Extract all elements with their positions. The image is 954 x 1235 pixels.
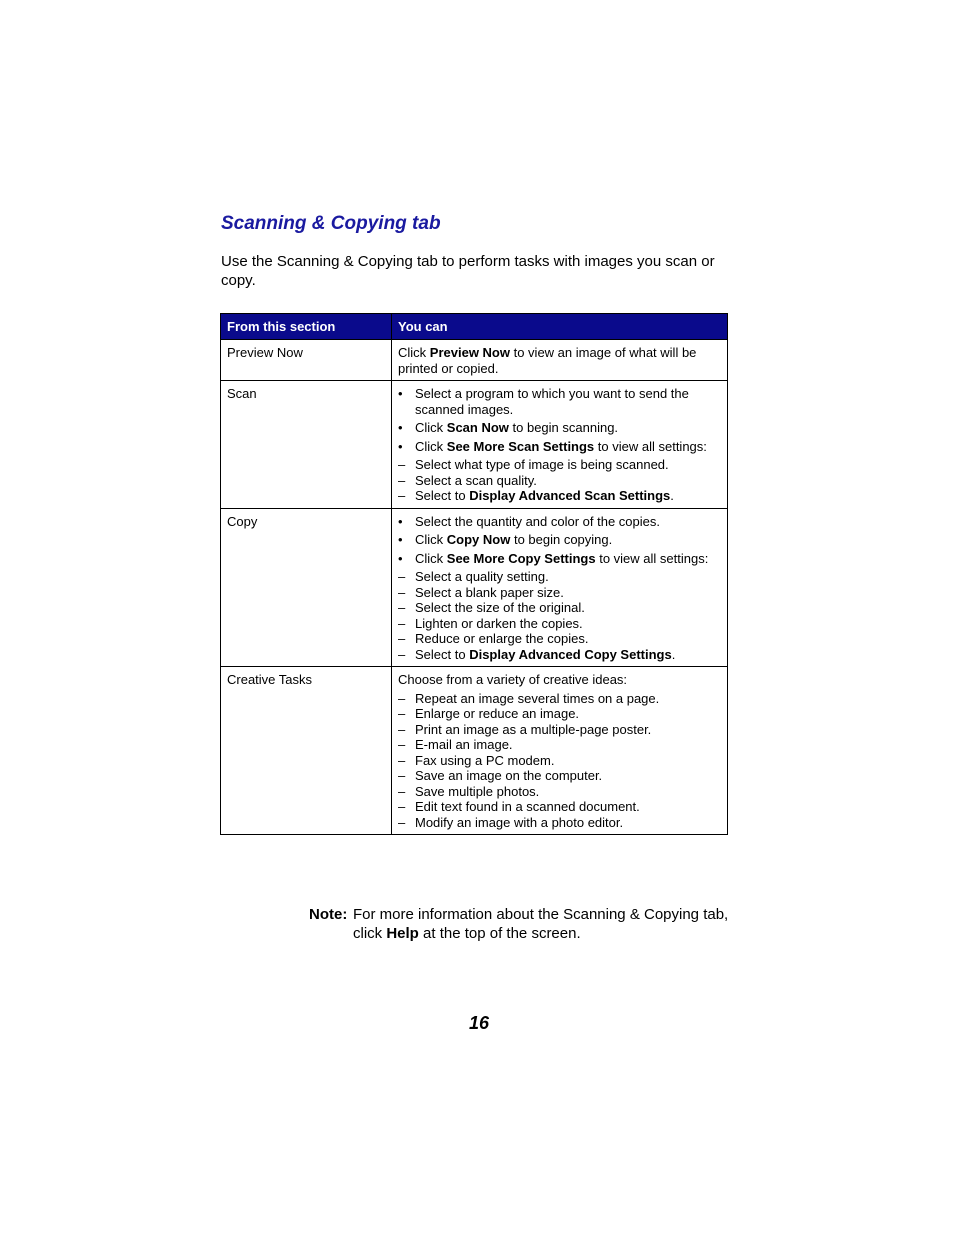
row-scan-desc [392,381,728,509]
bold-term: Display Advanced Scan Settings [469,488,671,503]
list-item: – Select the size of the original. [398,600,721,616]
list-item: – Modify an image with a photo editor. [398,815,721,831]
list-item: – Repeat an image several times on a page. [398,691,721,707]
list-item: • Click See More Scan Settings to view all settings: – Select what type of image is being scanned. – Select a scan quality. – Select to Display Advanced Scan Settings. [398,439,721,504]
creative-lead: Choose from a variety of creative ideas: [398,672,628,687]
list-item: • Click Copy Now to begin copying. [398,532,721,548]
section-heading: Scanning & Copying tab [221,213,441,234]
tasks-table [220,313,728,835]
list-item: – Select to Display Advanced Scan Settings. [398,488,721,504]
list-item: – Print an image as a multiple-page poster. [398,722,721,738]
bold-term: Scan Now [446,420,509,435]
list-item: – Select a blank paper size. [398,585,721,601]
table-row [221,340,728,381]
table-header-row [221,314,728,340]
list-item: – Select to Display Advanced Copy Settings. [398,647,721,663]
list-item: – E-mail an image. [398,737,721,753]
row-preview-now-desc [392,340,728,381]
bold-term: See More Scan Settings [446,438,595,454]
text: to view an image of what will be printed or copied. [398,345,697,376]
bullet-list [398,386,721,504]
note-label: Note: [309,906,348,923]
table-row [221,381,728,509]
table-row [221,667,728,835]
bullet-list [398,514,721,663]
intro-paragraph: Use the Scanning & Copying tab to perform tasks with images you scan or copy. [221,253,715,289]
sub-list [398,457,721,504]
table-row [221,508,728,667]
header-you-can: You can [392,314,728,340]
row-copy-desc [392,508,728,667]
list-item: – Lighten or darken the copies. [398,616,721,632]
list-item: – Select a scan quality. [398,473,721,489]
sub-list [398,569,721,662]
row-creative-section: Creative Tasks [221,667,392,835]
list-item: • Click Scan Now to begin scanning. [398,420,721,436]
list-item: – Reduce or enlarge the copies. [398,631,721,647]
list-item: • Select a program to which you want to send the scanned images. [398,386,721,417]
text: Click [398,345,430,360]
list-item: – Save an image on the computer. [398,768,721,784]
bold-term: Copy Now [446,532,511,547]
bold-term: Preview Now [429,345,510,360]
row-preview-now-section: Preview Now [221,340,392,381]
header-from-section: From this section [221,314,392,340]
ideas-list [398,691,721,831]
list-item: • Click See More Copy Settings to view all settings: – Select a quality setting. – Select a blank paper size. – Select the size of the original. – Lighten or darken the copies. – Reduce or enlarge the copies. – Select to Display Advanced Copy Settings. [398,551,721,663]
row-copy-section: Copy [221,508,392,667]
bold-term: Display Advanced Copy Settings [469,646,672,662]
row-scan-section: Scan [221,381,392,509]
note-text: For more information about the Scanning & Copying tab, click Help at the top of the screen. [353,906,729,942]
bold-term: See More Copy Settings [446,550,596,566]
note-block [309,905,739,943]
list-item: – Select what type of image is being scanned. [398,457,721,473]
list-item: – Edit text found in a scanned document. [398,799,721,815]
list-item: • Select the quantity and color of the copies. [398,514,721,530]
bold-term: Help [386,925,419,942]
list-item: – Fax using a PC modem. [398,753,721,769]
list-item: – Select a quality setting. [398,569,721,585]
page-number: 16 [468,1013,490,1033]
row-creative-desc [392,667,728,835]
list-item: – Enlarge or reduce an image. [398,706,721,722]
list-item: – Save multiple photos. [398,784,721,800]
